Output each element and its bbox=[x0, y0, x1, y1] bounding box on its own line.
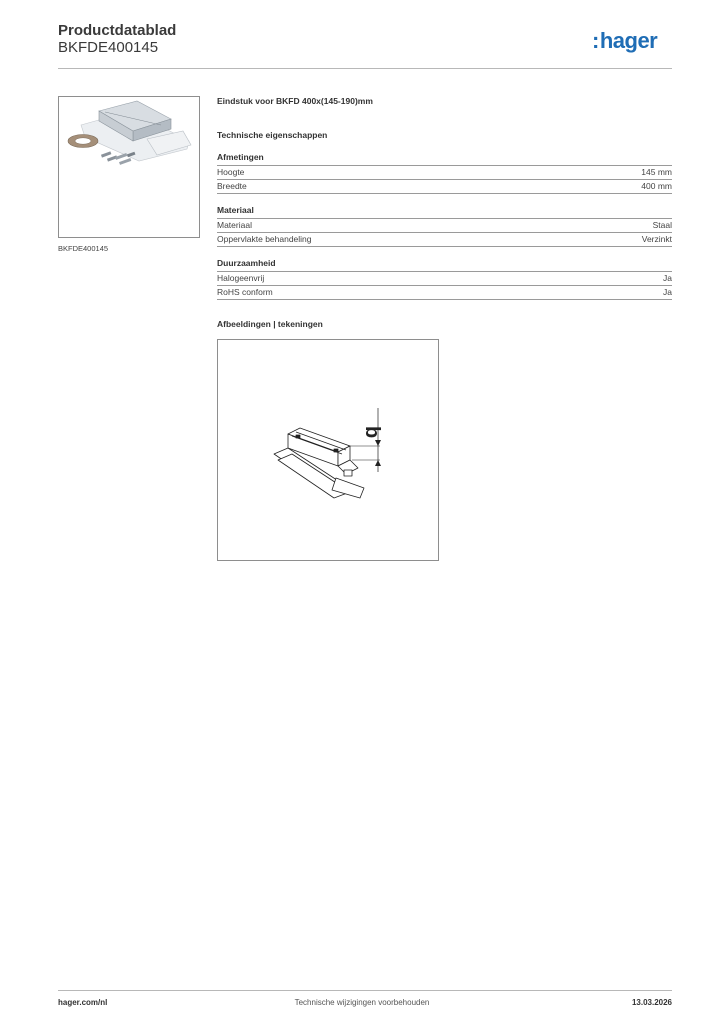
spec-value: Ja bbox=[663, 273, 672, 283]
group-title: Duurzaamheid bbox=[217, 258, 672, 272]
spec-label: Hoogte bbox=[217, 167, 245, 177]
images-heading: Afbeeldingen | tekeningen bbox=[217, 319, 323, 329]
product-photo-illustration bbox=[59, 97, 199, 237]
spec-label: Breedte bbox=[217, 181, 247, 191]
footer-date: 13.03.2026 bbox=[631, 998, 672, 1007]
product-code: BKFDE400145 bbox=[58, 39, 159, 56]
spec-label: RoHS conform bbox=[217, 287, 273, 297]
footer-website: hager.com/nl bbox=[58, 998, 108, 1007]
spec-heading: Technische eigenschappen bbox=[217, 130, 328, 140]
product-photo bbox=[58, 96, 200, 238]
spec-label: Materiaal bbox=[217, 220, 252, 230]
header-divider bbox=[58, 68, 672, 69]
spec-value: 145 mm bbox=[641, 167, 672, 177]
logo-dots-icon: : bbox=[592, 28, 599, 53]
spec-label: Halogeenvrij bbox=[217, 273, 265, 283]
spec-section bbox=[217, 96, 672, 561]
hager-logo bbox=[592, 28, 657, 54]
technical-drawing-illustration bbox=[218, 340, 438, 560]
spec-row bbox=[217, 219, 672, 233]
spec-row bbox=[217, 272, 672, 286]
spec-label: Oppervlakte behandeling bbox=[217, 234, 312, 244]
spec-value: 400 mm bbox=[641, 181, 672, 191]
spec-value: Ja bbox=[663, 287, 672, 297]
group-title: Afmetingen bbox=[217, 152, 672, 166]
spec-group-dimensions bbox=[217, 152, 672, 194]
photo-caption: BKFDE400145 bbox=[58, 244, 109, 253]
spec-row bbox=[217, 286, 672, 300]
dimension-label: b bbox=[361, 426, 383, 439]
spec-group-material bbox=[217, 205, 672, 247]
spec-row bbox=[217, 180, 672, 194]
spec-value: Verzinkt bbox=[641, 234, 672, 244]
footer-divider bbox=[58, 990, 672, 991]
footer-notice: Technische wijzigingen voorbehouden bbox=[294, 998, 430, 1007]
page-title: Productdatablad bbox=[58, 22, 177, 39]
spec-row bbox=[217, 166, 672, 180]
technical-drawing bbox=[217, 339, 439, 561]
product-description: Eindstuk voor BKFD 400x(145-190)mm bbox=[217, 96, 373, 106]
spec-row bbox=[217, 233, 672, 247]
logo-text: hager bbox=[599, 28, 658, 53]
spec-value: Staal bbox=[652, 220, 672, 230]
group-title: Materiaal bbox=[217, 205, 672, 219]
spec-group-durability bbox=[217, 258, 672, 300]
